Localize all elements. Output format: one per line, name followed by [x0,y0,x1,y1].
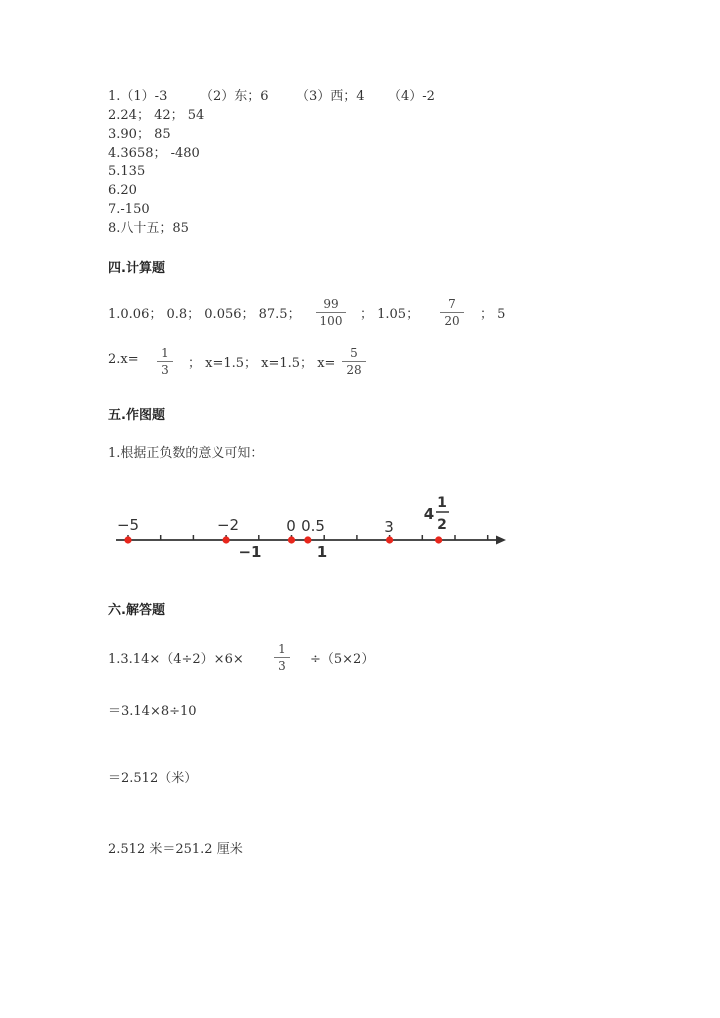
fraction-numerator: 5 [350,346,358,360]
answer-line: 5.135 [108,164,146,179]
calc-answer-2-mid: ； x=1.5； x=1.5； x= [188,356,336,371]
solution-step-2: ＝2.512（米） [108,771,198,786]
fraction-bar [440,312,464,313]
fraction-bar [342,361,366,362]
fraction-numerator: 7 [448,297,456,311]
section-heading-solution: 六.解答题 [108,603,165,618]
answer-line: 8.八十五；85 [108,221,189,236]
calc-answer-2: 2.x= [108,352,139,367]
fraction-numerator: 99 [323,297,339,311]
calc-answer-1-end: ； 5 [480,307,506,322]
fraction-numerator: 1 [161,346,169,360]
fraction [274,642,290,673]
fraction-numerator: 1 [278,642,286,656]
label-mixed-numerator: 1 [437,495,447,511]
solution-step-0: 1.3.14×（4÷2）×6× [108,652,244,667]
fraction-bar [316,312,346,313]
answer-line: （2）东；6 [200,89,269,104]
solution-answer-2: 2.512 米＝251.2 厘米 [108,842,243,857]
fraction-denominator: 3 [278,659,286,673]
solution-step-1: ＝3.14×8÷10 [108,704,197,719]
section-heading-drawing: 五.作图题 [108,408,165,423]
answer-line: （3）西；4 [296,89,365,104]
fraction-bar [157,361,173,362]
fraction [342,346,366,377]
number-line-point [124,536,131,543]
number-line-point [386,536,393,543]
label-one: 1 [316,543,328,561]
label-half: 0.5 [301,517,325,535]
answer-line: 3.90； 85 [108,127,171,142]
number-line [0,490,720,570]
section-heading-calc: 四.计算题 [108,261,165,276]
number-line-arrow [496,536,506,545]
answer-line: （4）-2 [388,89,435,104]
number-line-point [435,536,442,543]
number-line-point [223,536,230,543]
label-zero: 0 [286,517,296,535]
solution-step-0-suffix: ÷（5×2） [310,652,375,667]
label-minus-2: −2 [216,516,240,534]
fraction-denominator: 20 [444,314,460,328]
answer-line: 7.-150 [108,202,150,217]
fraction [440,297,464,328]
label-mixed-denominator: 2 [437,517,447,533]
fraction [157,346,173,377]
answer-line: 6.20 [108,183,137,198]
fraction-denominator: 28 [346,363,362,377]
number-line-point [288,536,295,543]
answer-line: 4.3658； -480 [108,146,200,161]
calc-answer-1-mid: ； 1.05； [360,307,420,322]
fraction-denominator: 3 [161,363,169,377]
answer-line: 1.（1）-3 [108,89,168,104]
calc-answer-1: 1.0.06； 0.8； 0.056； 87.5； [108,307,301,322]
answer-line: 2.24； 42； 54 [108,108,205,123]
label-mixed-whole: 4 [423,505,435,523]
label-minus-5: −5 [116,516,140,534]
fraction-denominator: 100 [319,314,343,328]
fraction [316,297,346,328]
label-three: 3 [384,518,394,536]
fraction-bar [274,657,290,658]
label-minus-1: −1 [238,543,262,561]
number-line-point [304,536,311,543]
drawing-answer-1: 1.根据正负数的意义可知： [108,446,264,461]
